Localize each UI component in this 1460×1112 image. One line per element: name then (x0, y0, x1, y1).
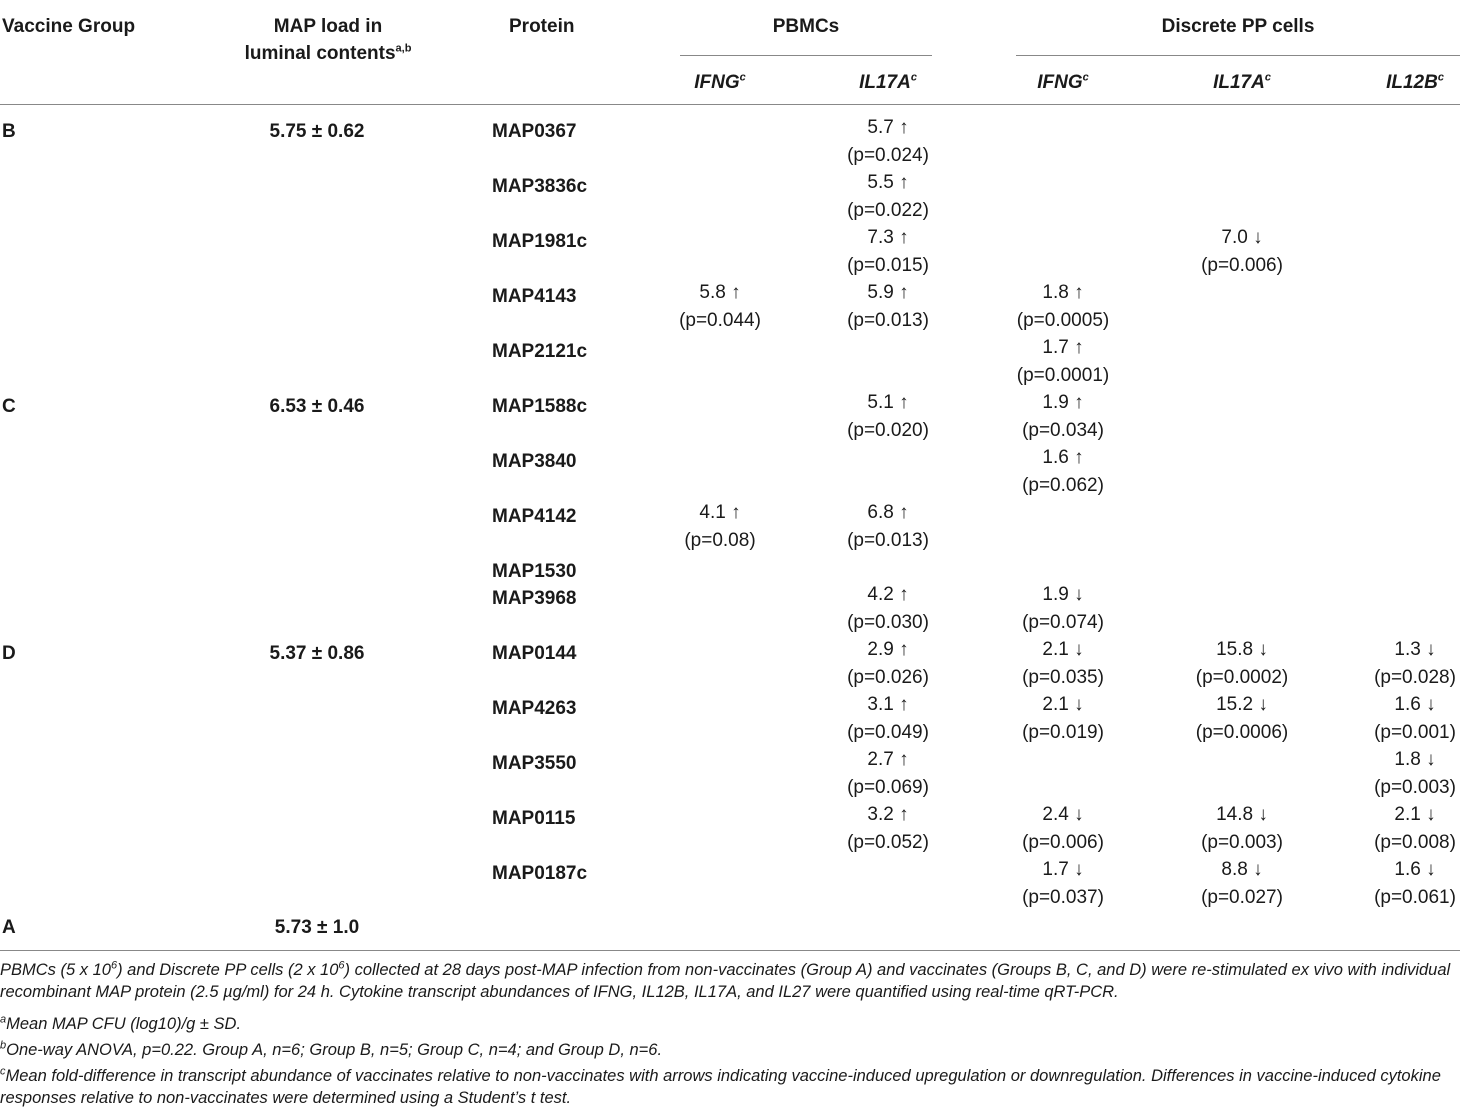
p-value: (p=0.022) (847, 199, 929, 221)
group-label: B (2, 121, 16, 142)
cell-pbmc-ifng (650, 279, 790, 334)
cell-pbmc-il17a (818, 279, 958, 334)
protein-name: MAP3840 (492, 451, 577, 472)
cell-pbmc-il17a (818, 499, 958, 554)
protein-name: MAP1981c (492, 231, 588, 252)
fold-change-value: 1.8 ↓ (1394, 749, 1436, 770)
protein-name: MAP3836c (492, 176, 588, 197)
fold-change-value: 1.6 ↓ (1394, 859, 1436, 880)
subheader-pp-il12b (1345, 69, 1460, 96)
p-value: (p=0.052) (847, 831, 929, 853)
header-map-load-line2: luminal contents (244, 43, 396, 64)
cell-pp-ifng (993, 636, 1133, 691)
subheader-pp-ifng (993, 69, 1133, 96)
cell-pp-il17a (1172, 636, 1312, 691)
footnote-b-text: One-way ANOVA, p=0.22. Group A, n=6; Group B, n=5; Group C, n=4; and Group D, n=6. (6, 1041, 663, 1059)
fold-change-value: 3.2 ↑ (867, 804, 909, 825)
sub-sup: c (910, 71, 917, 84)
p-value: (p=0.049) (847, 721, 929, 743)
p-value: (p=0.003) (1374, 776, 1456, 798)
fold-change-value: 7.0 ↓ (1221, 227, 1263, 248)
p-value: (p=0.0005) (1016, 309, 1110, 331)
fold-change-value: 4.1 ↑ (699, 502, 741, 523)
p-value: (p=0.034) (1022, 419, 1104, 441)
protein-name: MAP3968 (492, 588, 577, 609)
p-value: (p=0.030) (847, 611, 929, 633)
fold-change-value: 8.8 ↓ (1221, 859, 1263, 880)
p-value: (p=0.061) (1374, 886, 1456, 908)
header-bottom-rule (0, 104, 1460, 105)
fold-change-value: 2.1 ↓ (1394, 804, 1436, 825)
sub-sup: c (739, 71, 746, 84)
cell-pbmc-il17a (818, 746, 958, 801)
cell-pp-ifng (993, 691, 1133, 746)
fold-change-value: 5.9 ↑ (867, 282, 909, 303)
fold-change-value: 1.9 ↓ (1042, 584, 1084, 605)
table-bottom-rule (0, 950, 1460, 951)
fold-change-value: 1.3 ↓ (1394, 639, 1436, 660)
group-label: D (2, 643, 16, 664)
p-value: (p=0.003) (1201, 831, 1283, 853)
sub-sup: c (1437, 71, 1444, 84)
fold-change-value: 1.8 ↑ (1042, 282, 1084, 303)
cell-pbmc-il17a (818, 636, 958, 691)
p-value: (p=0.0001) (1016, 364, 1110, 386)
header-pbmcs: PBMCs (772, 16, 840, 37)
sub-sup: c (1082, 71, 1089, 84)
footnote-b-sup: b (0, 1039, 7, 1052)
footnote-b (0, 1039, 1460, 1061)
fold-change-value: 3.1 ↑ (867, 694, 909, 715)
p-value: (p=0.037) (1022, 886, 1104, 908)
protein-name: MAP0115 (492, 808, 576, 829)
p-value: (p=0.044) (679, 309, 761, 331)
fold-change-value: 15.2 ↓ (1216, 694, 1268, 715)
fold-change-value: 1.6 ↓ (1394, 694, 1436, 715)
group-label: C (2, 396, 16, 417)
fold-change-value: 1.7 ↓ (1042, 859, 1084, 880)
p-value: (p=0.035) (1022, 666, 1104, 688)
fold-change-value: 2.4 ↓ (1042, 804, 1084, 825)
p-value: (p=0.0002) (1195, 666, 1289, 688)
header-map-load-sup: a,b (395, 42, 412, 55)
p-value: (p=0.006) (1201, 254, 1283, 276)
protein-name: MAP1530 (492, 561, 577, 582)
cell-pp-il17a (1172, 856, 1312, 911)
p-value: (p=0.015) (847, 254, 929, 276)
footnote-c-text: Mean fold-difference in transcript abundance of vaccinates relative to non-vaccinates with arrows indicating vaccine-induced upregulation or downregulation. Differences in vaccine-induced cytokine responses relative to non-vaccinates were determined using a Student’s t test. (0, 1067, 1441, 1107)
p-value: (p=0.013) (847, 529, 929, 551)
protein-name: MAP0187c (492, 863, 588, 884)
header-map-load (218, 13, 438, 67)
group-load: 5.75 ± 0.62 (269, 121, 365, 142)
cell-pp-il12b (1345, 746, 1460, 801)
cell-pp-il12b (1345, 691, 1460, 746)
protein-name: MAP0367 (492, 121, 577, 142)
fold-change-value: 2.1 ↓ (1042, 639, 1084, 660)
p-value: (p=0.006) (1022, 831, 1104, 853)
sub-label: IFNG (694, 72, 740, 93)
header-map-load-line1: MAP load in (273, 16, 383, 37)
footnote-a-sup: a (0, 1013, 7, 1026)
group-label: A (2, 917, 16, 938)
cell-pp-ifng (993, 279, 1133, 334)
fold-change-value: 5.8 ↑ (699, 282, 741, 303)
p-value: (p=0.028) (1374, 666, 1456, 688)
protein-name: MAP2121c (492, 341, 588, 362)
p-value: (p=0.024) (847, 144, 929, 166)
header-discrete-pp: Discrete PP cells (1161, 16, 1315, 37)
cell-pbmc-ifng (650, 499, 790, 554)
footnote-c-sup: c (0, 1065, 6, 1078)
group-load: 6.53 ± 0.46 (269, 396, 365, 417)
pbmc-span-rule (680, 55, 932, 56)
p-value: (p=0.0006) (1195, 721, 1289, 743)
cell-pbmc-il17a (818, 801, 958, 856)
cell-pp-ifng (993, 334, 1133, 389)
p-value: (p=0.069) (847, 776, 929, 798)
p-value: (p=0.020) (847, 419, 929, 441)
cell-pbmc-il17a (818, 691, 958, 746)
group-load: 5.37 ± 0.86 (269, 643, 365, 664)
protein-name: MAP1588c (492, 396, 588, 417)
subheader-pbmc-ifng (650, 69, 790, 96)
cell-pbmc-il17a (818, 224, 958, 279)
p-value: (p=0.019) (1022, 721, 1104, 743)
cell-pp-il17a (1172, 801, 1312, 856)
cell-pp-ifng (993, 389, 1133, 444)
protein-name: MAP3550 (492, 753, 577, 774)
footnote-main (0, 959, 1460, 1003)
fold-change-value: 1.6 ↑ (1042, 447, 1084, 468)
fold-change-value: 4.2 ↑ (867, 584, 909, 605)
fold-change-value: 5.7 ↑ (867, 117, 909, 138)
fold-change-value: 6.8 ↑ (867, 502, 909, 523)
subheader-pp-il17a (1172, 69, 1312, 96)
footnote-main-part3: ) collected at 28 days post-MAP infection from non-vaccinates (Group A) and vaccinates (Groups B, C, and D) were re-stimulated ex vivo with individual recombinant MAP protein (2.5 µg/ml) for 24 h. Cytokine transcript abundances of IFNG, IL12B, IL17A, and IL27 were quantified using real-time qRT-PCR. (0, 961, 1451, 1001)
cell-pbmc-il17a (818, 581, 958, 636)
cell-pbmc-il17a (818, 389, 958, 444)
sub-label: IL17A (1213, 72, 1265, 93)
footnote-main-part1: PBMCs (5 x 10 (0, 961, 111, 979)
p-value: (p=0.013) (847, 309, 929, 331)
footnote-a-text: Mean MAP CFU (log10)/g ± SD. (6, 1015, 242, 1033)
cell-pp-ifng (993, 444, 1133, 499)
header-vaccine-group: Vaccine Group (2, 16, 136, 37)
p-value: (p=0.062) (1022, 474, 1104, 496)
protein-name: MAP4143 (492, 286, 577, 307)
fold-change-value: 1.7 ↑ (1042, 337, 1084, 358)
fold-change-value: 7.3 ↑ (867, 227, 909, 248)
protein-name: MAP4263 (492, 698, 577, 719)
p-value: (p=0.027) (1201, 886, 1283, 908)
footnote-c (0, 1065, 1460, 1109)
fold-change-value: 5.1 ↑ (867, 392, 909, 413)
footnote-main-sup2: 6 (338, 959, 345, 972)
fold-change-value: 2.7 ↑ (867, 749, 909, 770)
cell-pp-ifng (993, 801, 1133, 856)
footnote-a (0, 1013, 1460, 1035)
fold-change-value: 2.9 ↑ (867, 639, 909, 660)
cell-pp-ifng (993, 856, 1133, 911)
fold-change-value: 14.8 ↓ (1216, 804, 1268, 825)
fold-change-value: 2.1 ↓ (1042, 694, 1084, 715)
protein-name: MAP0144 (492, 643, 577, 664)
protein-name: MAP4142 (492, 506, 577, 527)
fold-change-value: 5.5 ↑ (867, 172, 909, 193)
pp-span-rule (1016, 55, 1460, 56)
cell-pp-il12b (1345, 636, 1460, 691)
cell-pp-il17a (1172, 691, 1312, 746)
footnote-main-part2: ) and Discrete PP cells (2 x 10 (117, 961, 339, 979)
header-protein: Protein (509, 16, 575, 37)
cell-pp-il12b (1345, 856, 1460, 911)
group-load: 5.73 ± 1.0 (274, 917, 360, 938)
fold-change-value: 1.9 ↑ (1042, 392, 1084, 413)
cell-pp-ifng (993, 581, 1133, 636)
subheader-pbmc-il17a (818, 69, 958, 96)
cell-pp-il12b (1345, 801, 1460, 856)
cell-pp-il17a (1172, 224, 1312, 279)
sub-label: IL12B (1386, 72, 1438, 93)
p-value: (p=0.001) (1374, 721, 1456, 743)
sub-sup: c (1264, 71, 1271, 84)
footnote-main-sup1: 6 (110, 959, 118, 972)
p-value: (p=0.08) (684, 529, 756, 551)
cell-pbmc-il17a (818, 114, 958, 169)
p-value: (p=0.074) (1022, 611, 1104, 633)
fold-change-value: 15.8 ↓ (1216, 639, 1268, 660)
p-value: (p=0.008) (1374, 831, 1456, 853)
cell-pbmc-il17a (818, 169, 958, 224)
sub-label: IFNG (1037, 72, 1083, 93)
sub-label: IL17A (859, 72, 911, 93)
p-value: (p=0.026) (847, 666, 929, 688)
